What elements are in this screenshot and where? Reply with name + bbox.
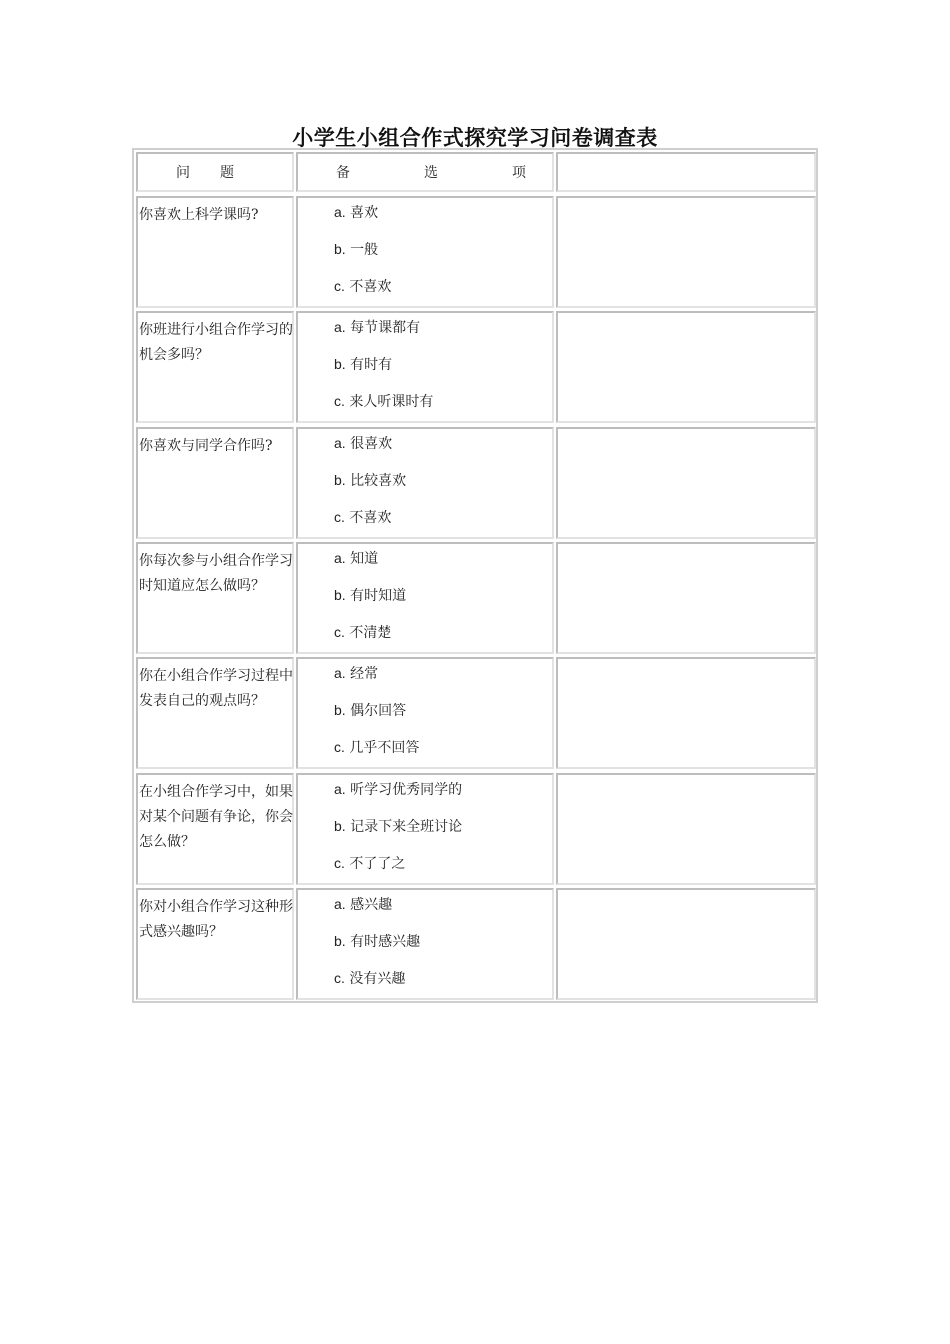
option-text: 很喜欢: [350, 436, 393, 452]
option-letter: b.: [334, 356, 346, 372]
option-letter: b.: [334, 587, 346, 603]
blank-answer-cell: [556, 657, 816, 769]
option-letter: a.: [334, 550, 346, 566]
option-item: [334, 663, 378, 683]
blank-answer-cell: [556, 311, 816, 423]
options-cell: [296, 657, 554, 769]
option-item: [334, 354, 392, 374]
option-item: [334, 239, 378, 259]
option-text: 不清楚: [349, 625, 392, 641]
option-letter: c.: [334, 624, 345, 640]
option-text: 有时有: [350, 357, 393, 373]
option-letter: b.: [334, 241, 346, 257]
option-letter: c.: [334, 855, 345, 871]
question-text: 你班进行小组合作学习的机会多吗？: [139, 322, 293, 363]
question-cell: [136, 773, 294, 885]
question-text: 你喜欢与同学合作吗?: [139, 438, 273, 454]
options-cell: [296, 427, 554, 539]
option-letter: a.: [334, 319, 346, 335]
option-text: 不喜欢: [349, 510, 392, 526]
options-cell: [296, 311, 554, 423]
option-item: [334, 816, 462, 836]
options-cell: [296, 773, 554, 885]
option-text: 记录下来全班讨论: [350, 819, 463, 835]
option-item: [334, 779, 462, 799]
option-letter: a.: [334, 435, 346, 451]
header-options-char: 项: [512, 165, 526, 181]
option-item: [334, 585, 406, 605]
option-text: 没有兴趣: [349, 971, 406, 987]
question-cell: [136, 196, 294, 308]
option-item: [334, 622, 391, 642]
question-cell: [136, 427, 294, 539]
option-letter: c.: [334, 739, 345, 755]
question-cell: [136, 542, 294, 654]
option-text: 喜欢: [350, 205, 379, 221]
option-letter: a.: [334, 665, 346, 681]
option-text: 一般: [350, 242, 379, 258]
option-item: [334, 276, 391, 296]
blank-answer-cell: [556, 888, 816, 1000]
option-letter: b.: [334, 472, 346, 488]
option-item: [334, 700, 406, 720]
option-item: [334, 737, 419, 757]
question-text: 你喜欢上科学课吗?: [139, 207, 259, 223]
option-letter: b.: [334, 818, 346, 834]
options-cell: [296, 196, 554, 308]
blank-answer-cell: [556, 542, 816, 654]
option-item: [334, 968, 405, 988]
question-cell: [136, 657, 294, 769]
question-text: 你每次参与小组合作学习时知道应怎么做吗？: [139, 553, 293, 594]
header-blank-cell: [556, 152, 816, 192]
option-letter: c.: [334, 970, 345, 986]
option-letter: a.: [334, 781, 346, 797]
option-text: 几乎不回答: [349, 740, 420, 756]
option-letter: c.: [334, 393, 345, 409]
option-item: [334, 317, 420, 337]
survey-table: [132, 148, 818, 1003]
blank-answer-cell: [556, 427, 816, 539]
option-text: 有时知道: [350, 588, 407, 604]
page-title: 小学生小组合作式探究学习问卷调查表: [292, 125, 658, 150]
option-text: 经常: [350, 666, 379, 682]
header-options-char: 选: [424, 165, 438, 181]
option-letter: c.: [334, 509, 345, 525]
option-letter: a.: [334, 204, 346, 220]
option-letter: c.: [334, 278, 345, 294]
option-item: [334, 507, 391, 527]
header-question-label: 问题: [176, 165, 264, 181]
option-item: [334, 470, 406, 490]
option-item: [334, 202, 378, 222]
option-text: 每节课都有: [350, 320, 421, 336]
option-text: 有时感兴趣: [350, 934, 421, 950]
question-text: 你在小组合作学习过程中发表自己的观点吗？: [139, 668, 293, 709]
options-cell: [296, 888, 554, 1000]
option-text: 听学习优秀同学的: [350, 782, 463, 798]
option-item: [334, 931, 420, 951]
option-item: [334, 433, 392, 453]
options-cell: [296, 542, 554, 654]
question-cell: [136, 888, 294, 1000]
option-item: [334, 391, 433, 411]
option-text: 偶尔回答: [350, 703, 407, 719]
option-letter: b.: [334, 933, 346, 949]
blank-answer-cell: [556, 196, 816, 308]
question-cell: [136, 311, 294, 423]
option-text: 感兴趣: [350, 897, 393, 913]
question-text: 在小组合作学习中，如果对某个问题有争论，你会怎么做？: [139, 784, 293, 850]
option-letter: a.: [334, 896, 346, 912]
option-item: [334, 894, 392, 914]
header-options-cell: [296, 152, 554, 192]
blank-answer-cell: [556, 773, 816, 885]
option-item: [334, 853, 405, 873]
option-text: 来人听课时有: [349, 394, 434, 410]
header-options-char: 备: [336, 165, 350, 181]
question-text: 你对小组合作学习这种形式感兴趣吗？: [139, 899, 293, 940]
option-text: 不了了之: [349, 856, 406, 872]
option-text: 比较喜欢: [350, 473, 407, 489]
option-item: [334, 548, 378, 568]
option-text: 知道: [350, 551, 379, 567]
header-question-cell: [136, 152, 294, 192]
option-text: 不喜欢: [349, 279, 392, 295]
option-letter: b.: [334, 702, 346, 718]
